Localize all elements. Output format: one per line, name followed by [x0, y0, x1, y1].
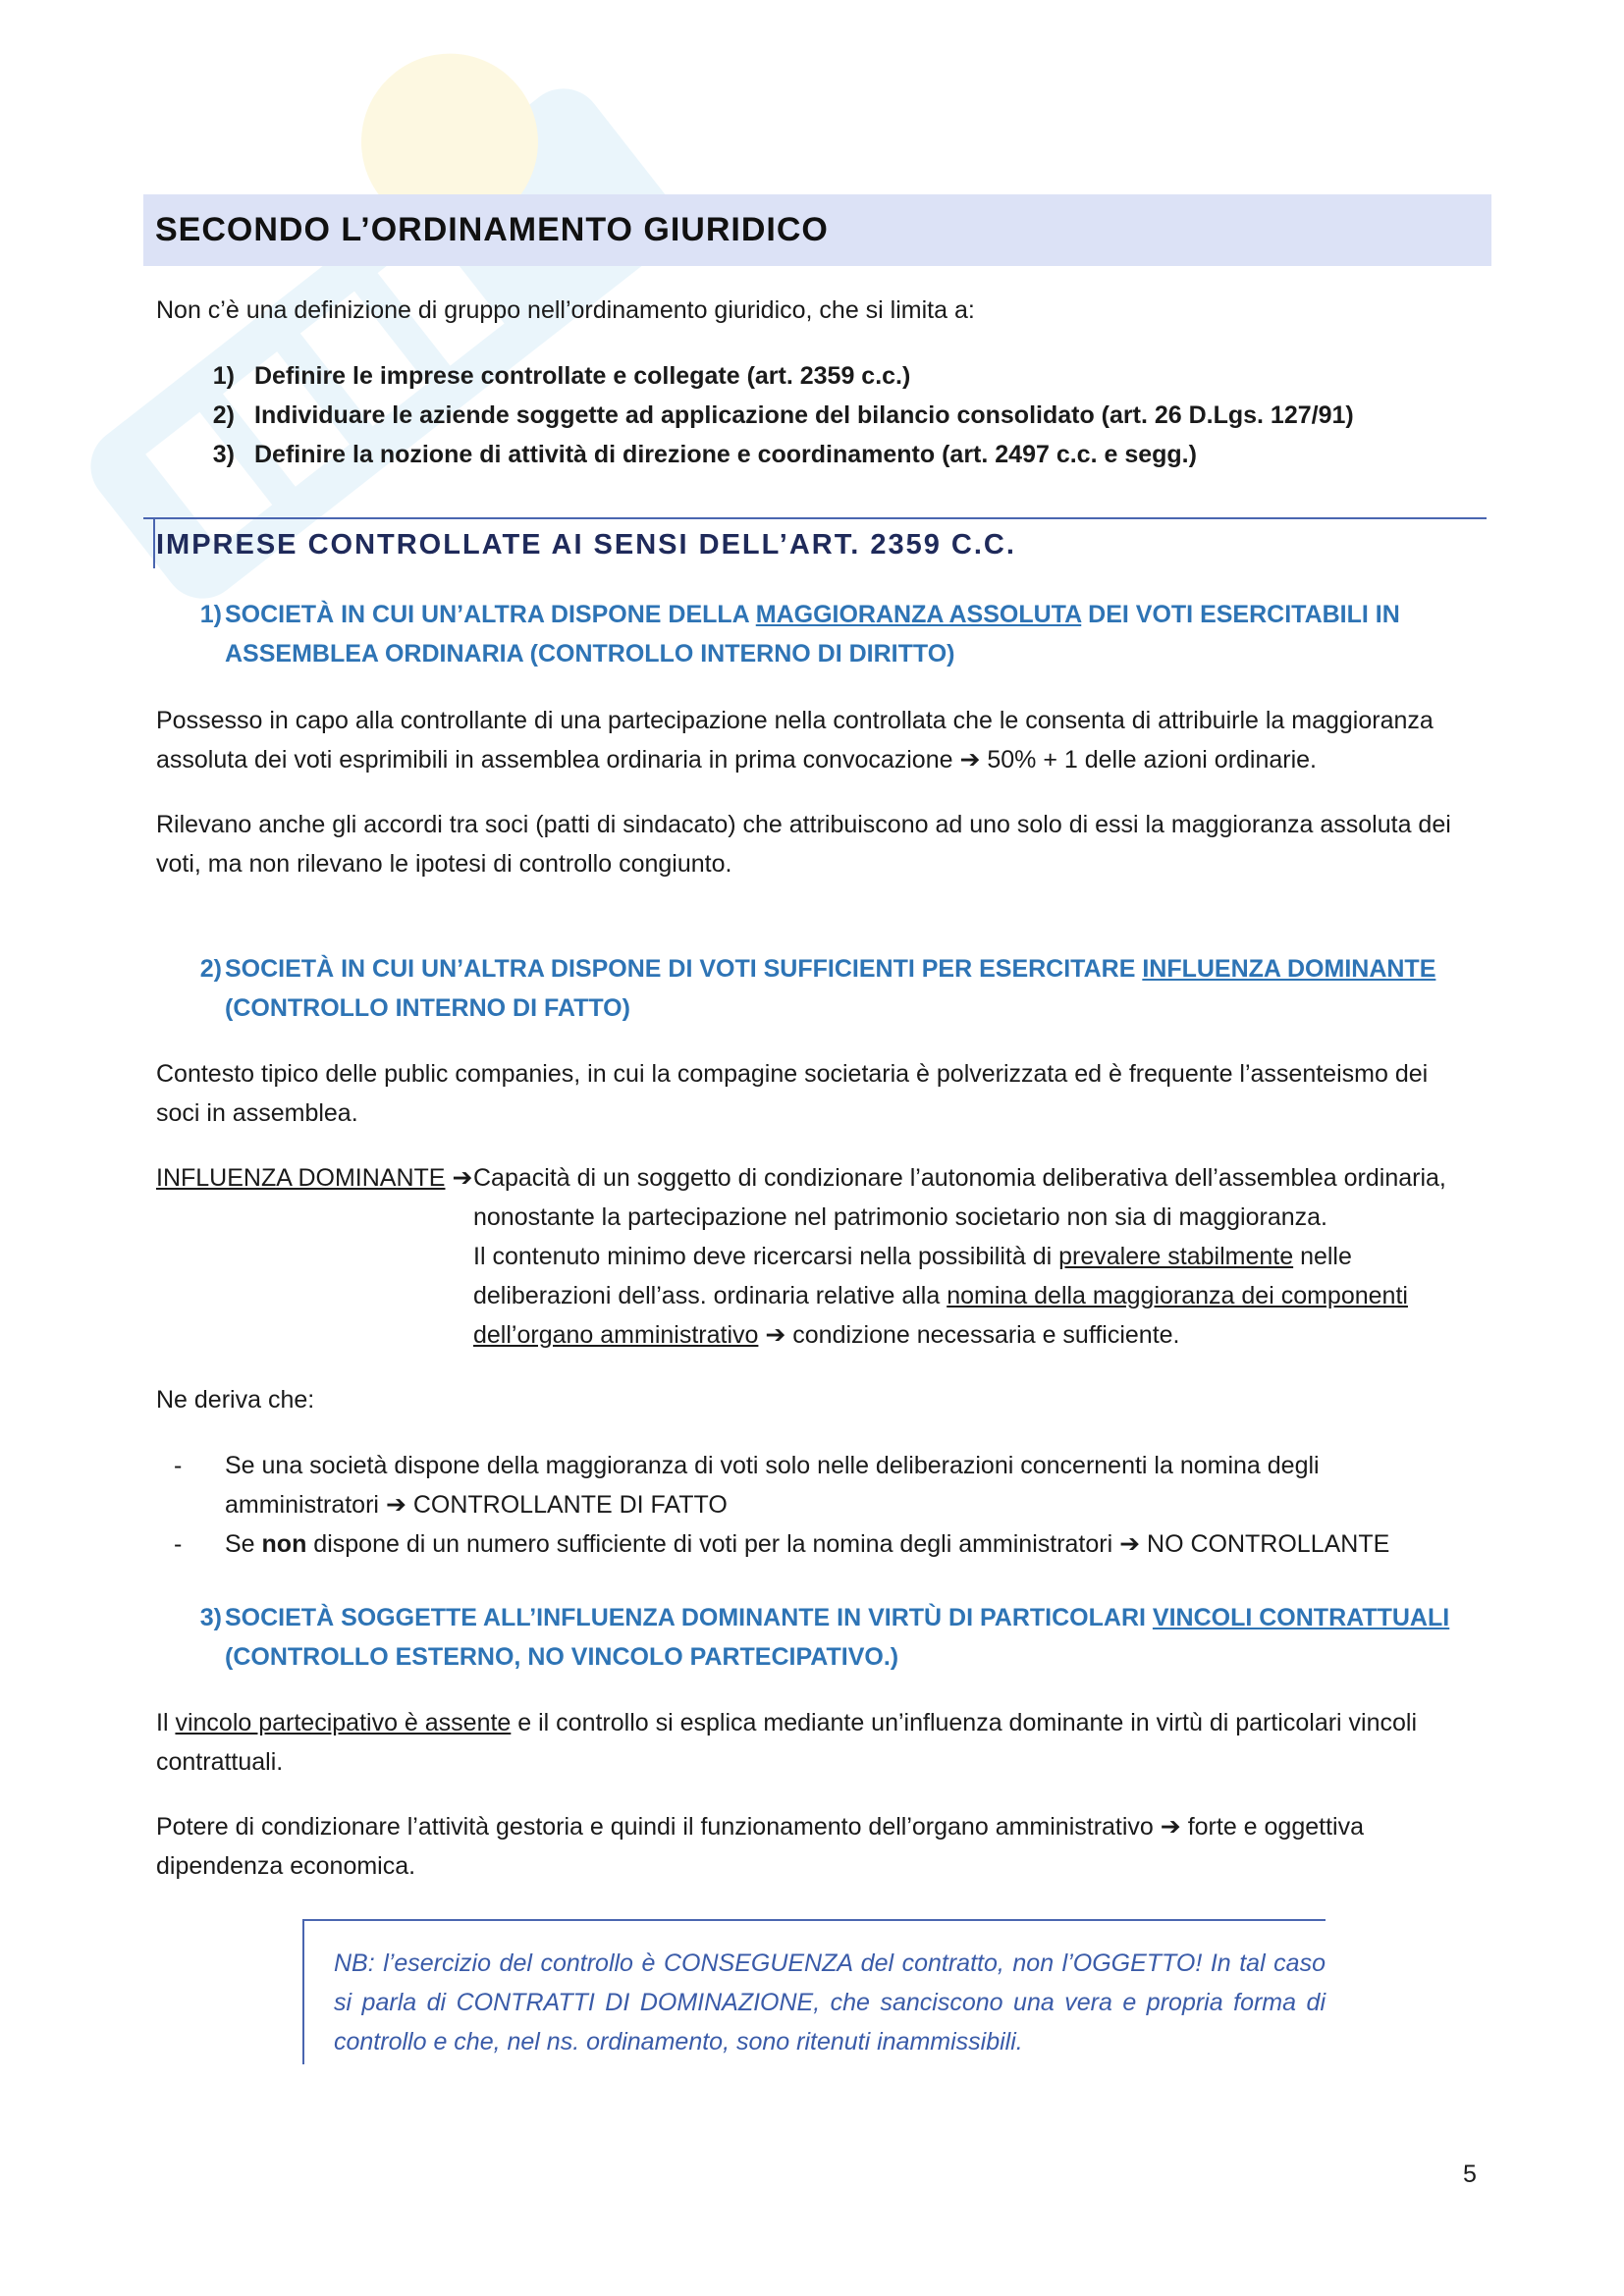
underlined-term: INFLUENZA DOMINANTE — [1142, 955, 1436, 983]
main-heading: SECONDO L’ORDINAMENTO GIURIDICO — [143, 194, 1491, 266]
note-box-rule-vertical — [302, 1921, 304, 2064]
subheading-1: 1) SOCIETÀ IN CUI UN’ALTRA DISPONE DELLA MAGGIORANZA ASSOLUTA DEI VOTI ESERCITABILI IN ASSEMBLEA ORDINARIA (CONTROLLO INTERNO DI DIRITTO) — [199, 601, 1400, 667]
definition-term: INFLUENZA DOMINANTE ➔ — [156, 1164, 473, 1192]
arrow-icon: ➔ — [765, 1321, 786, 1349]
underlined-term: MAGGIORANZA ASSOLUTA — [755, 601, 1082, 628]
list-item: 2) Individuare le aziende soggette ad applicazione del bilancio consolidato (art. 26 D.Lgs. 127/91) — [212, 401, 1354, 429]
dash-list — [156, 1446, 1487, 1564]
arrow-icon: ➔ — [959, 746, 981, 774]
list-item: - Se non dispone di un numero sufficiente di voti per la nomina degli amministratori ➔ NO CONTROLLANTE — [174, 1530, 1390, 1558]
page-number: 5 — [1463, 2161, 1477, 2188]
arrow-icon: ➔ — [1160, 1813, 1181, 1841]
paragraph: Potere di condizionare l’attività gestoria e quindi il funzionamento dell’organo amministrativo ➔ forte e oggettiva dipendenza economica. — [156, 1813, 1364, 1880]
arrow-icon: ➔ — [1119, 1530, 1141, 1558]
section-heading: IMPRESE CONTROLLATE AI SENSI DELL’ART. 2359 C.C. — [156, 529, 1016, 561]
underlined-term: VINCOLI CONTRATTUALI — [1152, 1604, 1450, 1631]
subheading-3: 3) SOCIETÀ SOGGETTE ALL’INFLUENZA DOMINANTE IN VIRTÙ DI PARTICOLARI VINCOLI CONTRATTUALI (CONTROLLO ESTERNO, NO VINCOLO PARTECIPATIVO.) — [199, 1604, 1450, 1671]
arrow-icon: ➔ — [452, 1164, 473, 1192]
paragraph: Il vincolo partecipativo è assente e il controllo si esplica mediante un’influenza dominante in virtù di particolari vincoli contrattuali. — [156, 1709, 1418, 1776]
section-rule-vertical — [153, 519, 155, 568]
paragraph: Contesto tipico delle public companies, in cui la compagine societaria è polverizzata ed è frequente l’assenteismo dei soci in assemblea. — [156, 1060, 1429, 1127]
note-box-rule — [302, 1919, 1326, 1921]
list-item: 3) Definire la nozione di attività di direzione e coordinamento (art. 2497 c.c. e segg.) — [212, 441, 1197, 468]
list-item: - Se una società dispone della maggioranza di voti solo nelle deliberazioni concernenti la nomina degli amministratori ➔ CONTROLLANTE DI FATTO — [174, 1452, 1320, 1519]
intro-list — [156, 356, 1354, 474]
paragraph: Possesso in capo alla controllante di una partecipazione nella controllata che le consenta di attribuirle la maggioranza assoluta dei voti esprimibili in assemblea ordinaria in prima convocazione ➔ 50% + 1 delle azioni ordinarie. — [156, 707, 1434, 774]
list-item: 1) Definire le imprese controllate e collegate (art. 2359 c.c.) — [212, 362, 911, 390]
note-box-text: NB: l’esercizio del controllo è CONSEGUENZA del contratto, non l’OGGETTO! In tal caso si parla di CONTRATTI DI DOMINAZIONE, che sanciscono una vera e propria forma di controllo e che, nel ns. ordinamento, sono ritenuti inammissibili. — [334, 1949, 1326, 2056]
paragraph: Rilevano anche gli accordi tra soci (patti di sindacato) che attribuiscono ad uno solo di essi la maggioranza assoluta dei voti, ma non rilevano le ipotesi di controllo congiunto. — [156, 811, 1451, 878]
arrow-icon: ➔ — [385, 1491, 406, 1519]
paragraph: Ne deriva che: — [156, 1386, 315, 1414]
subheading-2: 2) SOCIETÀ IN CUI UN’ALTRA DISPONE DI VOTI SUFFICIENTI PER ESERCITARE INFLUENZA DOMINANTE (CONTROLLO INTERNO DI FATTO) — [199, 955, 1436, 1022]
section-rule — [143, 517, 1487, 519]
definition-body: Capacità di un soggetto di condizionare l’autonomia deliberativa dell’assemblea ordinaria, nonostante la partecipazione nel patrimonio societario non sia di maggioranza. Il contenuto minimo deve ricercarsi nella possibilità di prevalere stabilmente nelle deliberazioni dell’ass. ordinaria relative alla nomina della maggioranza dei componenti dell’organo amministrativo ➔ condizione necessaria e sufficiente. — [473, 1164, 1446, 1349]
intro-paragraph: Non c’è una definizione di gruppo nell’ordinamento giuridico, che si limita a: — [156, 296, 975, 324]
